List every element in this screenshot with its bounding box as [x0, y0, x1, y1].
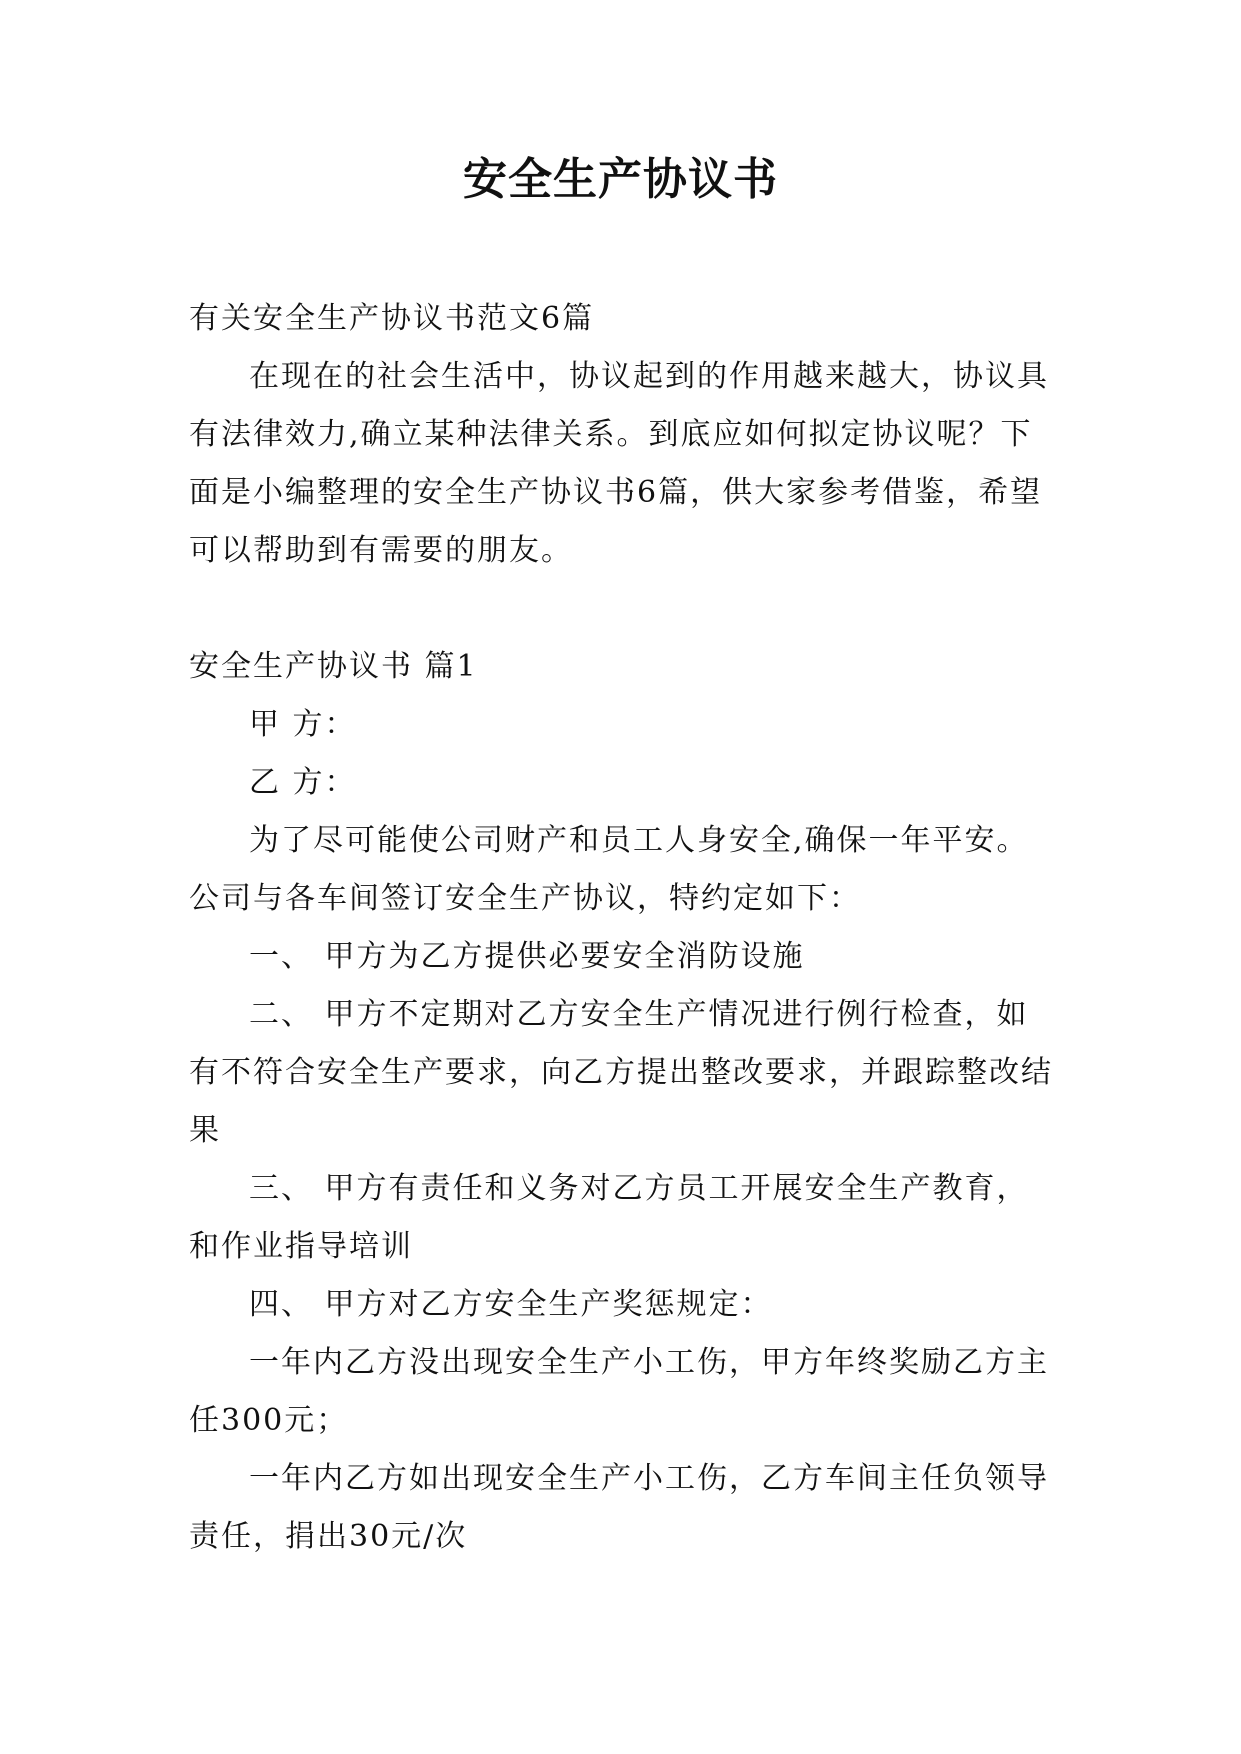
body-paragraph-1: 为了尽可能使公司财产和员工人身安全,确保一年平安。公司与各车间签订安全生产协议，特约定如下： [189, 823, 1029, 916]
reward-rule: 一年内乙方没出现安全生产小工伤，甲方年终奖励乙方主任300元； [189, 1345, 1049, 1438]
party-b-line: 乙 方： [249, 765, 357, 800]
penalty-rule: 一年内乙方如出现安全生产小工伤，乙方车间主任负领导责任，捐出30元/次 [189, 1461, 1049, 1554]
section-spacer [189, 580, 1059, 638]
clause-4: 四、 甲方对乙方安全生产奖惩规定： [249, 1287, 773, 1322]
document-subtitle: 有关安全生产协议书范文6篇 [189, 301, 595, 336]
intro-paragraph: 在现在的社会生活中，协议起到的作用越来越大，协议具有法律效力,确立某种法律关系。到底应如何拟定协议呢？下面是小编整理的安全生产协议书6篇，供大家参考借鉴，希望可以帮助到有需要的朋友。 [189, 359, 1049, 568]
clause-3: 三、 甲方有责任和义务对乙方员工开展安全生产教育，和作业指导培训 [189, 1171, 1029, 1264]
clause-2: 二、 甲方不定期对乙方安全生产情况进行例行检查，如有不符合安全生产要求，向乙方提出整改要求，并跟踪整改结果 [189, 997, 1053, 1148]
section-heading: 安全生产协议书 篇1 [189, 649, 478, 684]
clause-1: 一、 甲方为乙方提供必要安全消防设施 [249, 939, 805, 974]
party-a-line: 甲 方： [249, 707, 357, 742]
document-title: 安全生产协议书 [463, 154, 778, 205]
document-body [189, 290, 1059, 1566]
